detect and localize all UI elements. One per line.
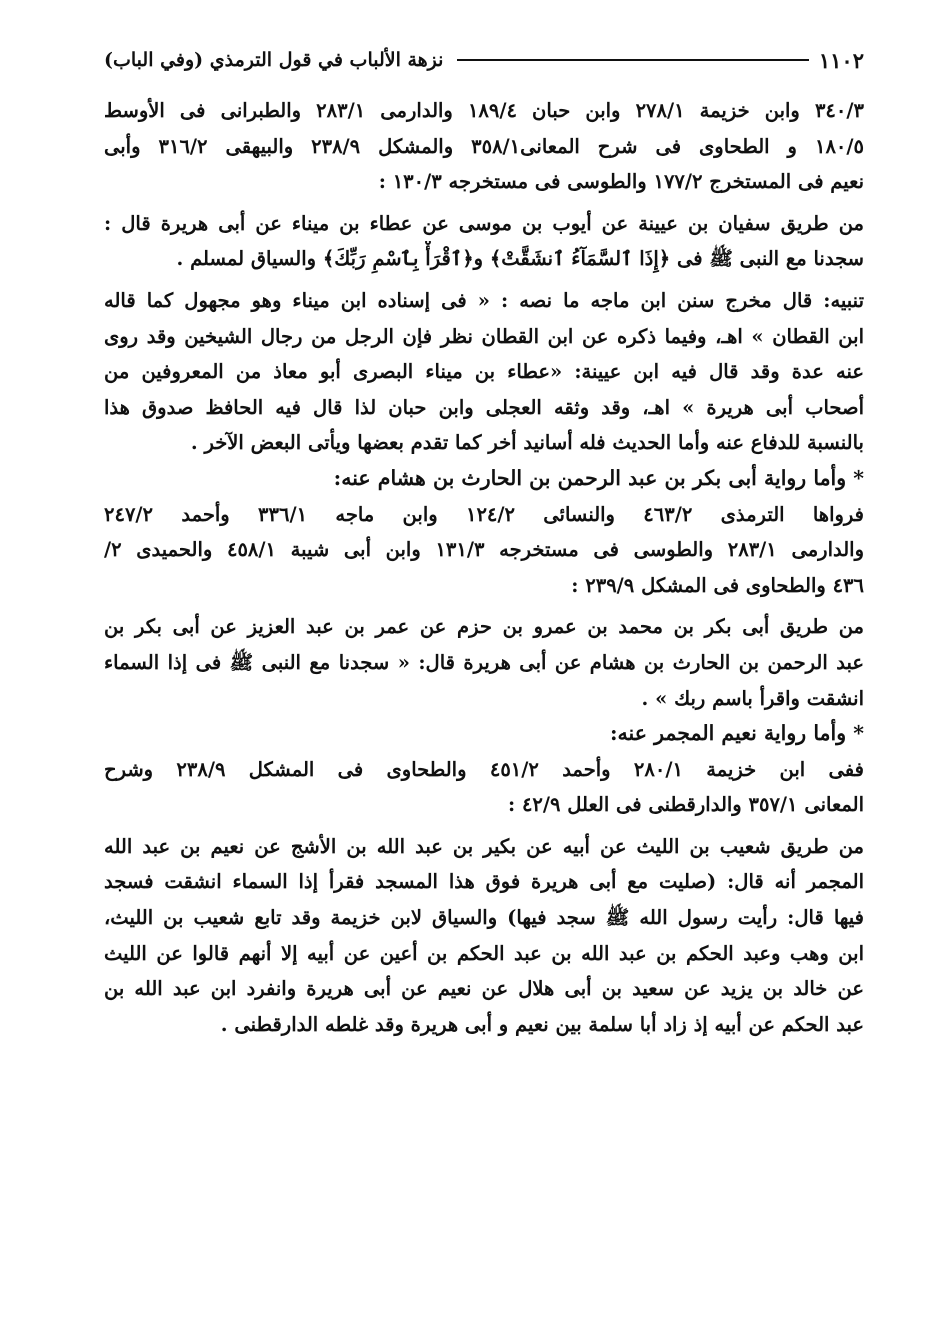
text-line: فرواها الترمذى ٤٦٣/٢ والنسائى ١٢٤/٢ وابن ماجه ٣٣٦/١ وأحمد ٢٤٧/٢ (104, 502, 864, 526)
paragraph-references-3 (104, 752, 864, 823)
paragraph-note (104, 283, 864, 461)
text-line: ابن وهب وعبد الحكم بن عبد الله بن عبد الحكم بن أعين عن أبيه إلا أنهم قالوا عن الليث (104, 941, 864, 965)
running-title: نزهة الألباب في قول الترمذي (وفي الباب) (104, 49, 444, 71)
text-line: المعانى ٣٥٧/١ والدارقطنى فى العلل ٤٢/٩ : (507, 793, 864, 817)
heading-line: * وأما رواية أبى بكر بن عبد الرحمن بن الحارث بن هشام عنه: (333, 465, 864, 490)
text-line: ٣٤٠/٣ وابن خزيمة ٢٧٨/١ وابن حبان ١٨٩/٤ والدارمى ٢٨٣/١ والطبرانى فى الأوسط (104, 99, 864, 122)
section-heading-2 (104, 716, 864, 752)
text-line: أصحاب أبى هريرة » اهـ، وقد وثقه العجلى وابن حبان لذا قال فيه الحافظ صدوق هذا (104, 395, 864, 419)
text-line: من طريق شعيب بن الليث عن أبيه عن بكير بن عبد الله بن الأشج عن نعيم بن عبد الله (104, 834, 864, 858)
text-line: ففى ابن خزيمة ٢٨٠/١ وأحمد ٤٥١/٢ والطحاوى فى المشكل ٢٣٨/٩ وشرح (104, 757, 864, 781)
text-line: من طريق سفيان بن عيينة عن أيوب بن موسى عن عطاء بن ميناء عن أبى هريرة قال : (104, 211, 864, 235)
heading-line: * وأما رواية نعيم المجمر عنه: (609, 721, 864, 746)
text-line: سجدنا مع النبى ﷺ فى ﴿إِذَا ٱلسَّمَآءُ ٱنشَقَّتْ﴾ و﴿ٱقْرَأْ بِٱسْمِ رَبِّكَ﴾ والسياق لمسلم . (176, 247, 864, 271)
section-heading-1 (104, 461, 864, 497)
text-line: ١٨٠/٥ و الطحاوى فى شرح المعانى٣٥٨/١ والمشكل ٢٣٨/٩ والبيهقى ٣١٦/٢ وأبى (104, 134, 864, 158)
text-line: عنه عدة وقد قال فيه ابن عيينة: «عطاء بن ميناء البصرى أبو معاذ من المعروفين من (104, 360, 864, 384)
text-line: المجمر أنه قال: (صليت مع أبى هريرة فوق هذا المسجد فقرأ إذا السماء انشقت فسجد (104, 870, 864, 894)
page-header (104, 40, 864, 80)
text-line: عبد الرحمن بن الحارث بن هشام عن أبى هريرة قال: « سجدنا مع النبى ﷺ فى إذا السماء (104, 650, 864, 674)
text-line: انشقت واقرأ باسم ربك » . (641, 686, 864, 710)
text-line: من طريق أبى بكر بن محمد بن عمرو بن حزم عن عمر بن عبد العزيز عن أبى بكر بن (104, 615, 864, 639)
paragraph-isnad-1 (104, 206, 864, 277)
paragraph-references-2 (104, 497, 864, 604)
page-body (104, 93, 864, 1042)
text-line: ٤٣٦ والطحاوى فى المشكل ٢٣٩/٩ : (571, 573, 864, 597)
text-line: تنبيه: قال مخرج سنن ابن ماجه ما نصه : « فى إسناده ابن ميناء وهو مجهول كما قاله (104, 288, 864, 312)
paragraph-references-1 (104, 93, 864, 200)
page-number: ١١٠٢ (818, 47, 864, 73)
text-line: فيها قال: رأيت رسول الله ﷺ سجد فيها) والسياق لابن خزيمة وقد تابع شعيب بن الليث، (104, 906, 864, 930)
text-line: والدارمى ٢٨٣/١ والطوسى فى مستخرجه ١٣١/٣ وابن أبى شيبة ٤٥٨/١ والحميدى ٢/ (104, 538, 864, 562)
text-line: عن خالد بن يزيد عن سعيد بن أبى هلال عن نعيم عن أبى هريرة وانفرد ابن عبد الله بن (104, 977, 864, 1001)
text-line: بالنسبة للدفاع عنه وأما الحديث فله أسانيد أخر كما تقدم بعضها ويأتى البعض الآخر . (190, 431, 864, 455)
header-rule (457, 59, 808, 61)
paragraph-isnad-2 (104, 609, 864, 716)
text-line: نعيم فى المستخرج ١٧٧/٢ والطوسى فى مستخرجه ١٣٠/٣ : (378, 170, 864, 194)
text-line: ابن القطان » اهـ، وفيما ذكره عن ابن القطان نظر فإن الرجل من رجال الشيخين وقد روى (104, 324, 864, 348)
paragraph-isnad-3 (104, 829, 864, 1043)
text-line: عبد الحكم عن أبيه إذ زاد أبا سلمة بين نعيم و أبى هريرة وقد غلطه الدارقطنى . (220, 1012, 864, 1036)
